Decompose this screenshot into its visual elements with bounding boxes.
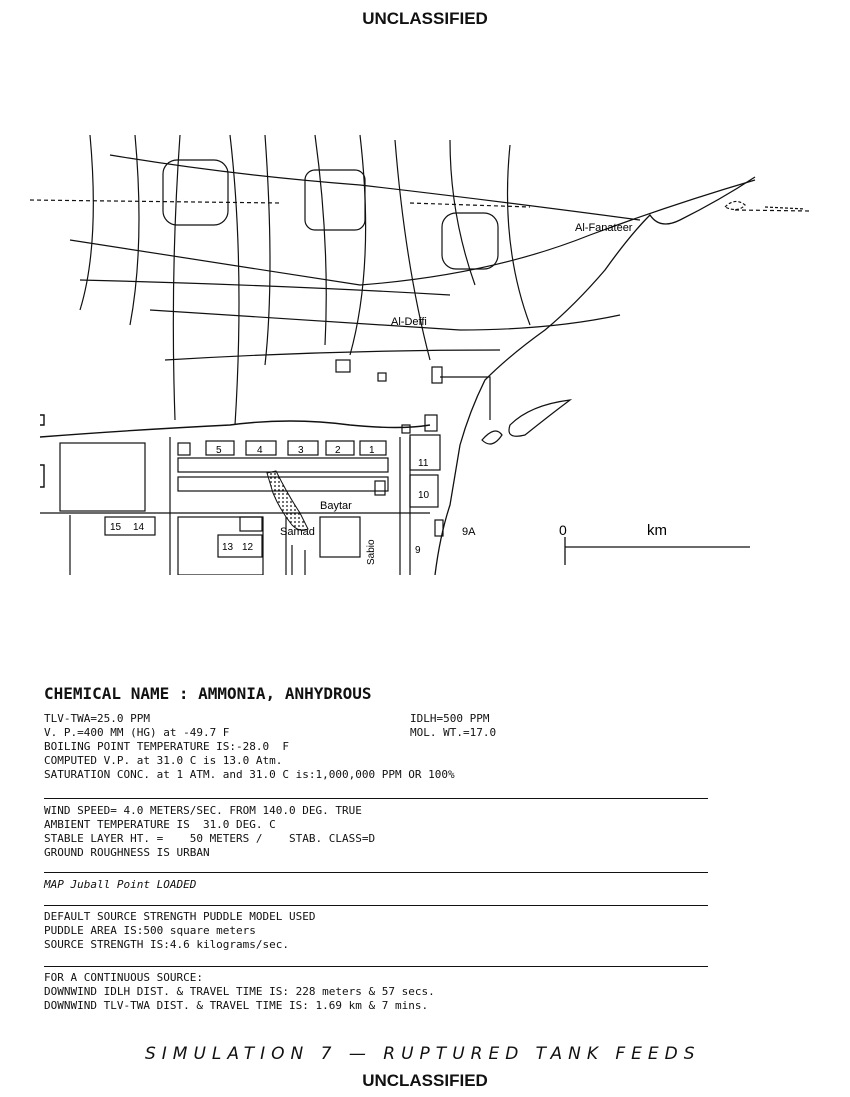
divider [44, 905, 708, 906]
divider [44, 966, 708, 967]
block-number: 3 [298, 445, 304, 456]
ground-roughness-line: GROUND ROUGHNESS IS URBAN [44, 846, 210, 859]
tlv-line: TLV-TWA=25.0 PPM [44, 712, 150, 725]
coastline-east [725, 201, 805, 209]
label-9a: 9A [462, 526, 476, 538]
district-blocks [40, 435, 443, 575]
island [509, 400, 570, 436]
block-number: 9 [415, 545, 421, 556]
idlh-distance-line: DOWNWIND IDLH DIST. & TRAVEL TIME IS: 228 meters & 57 secs. [44, 985, 435, 998]
classification-bottom: UNCLASSIFIED [362, 1071, 488, 1090]
chemical-name: CHEMICAL NAME : AMMONIA, ANHYDROUS [44, 684, 372, 703]
computed-vp-line: COMPUTED V.P. at 31.0 C is 13.0 Atm. [44, 754, 283, 767]
map-edge-bracket [40, 415, 44, 425]
block-number: 2 [335, 445, 341, 456]
molecular-weight-line: MOL. WT.=17.0 [410, 726, 497, 739]
block-number: 10 [418, 490, 430, 501]
wind-line: WIND SPEED= 4.0 METERS/SEC. FROM 140.0 DEG. TRUE [44, 804, 362, 817]
divider [44, 872, 708, 873]
source-model-line: DEFAULT SOURCE STRENGTH PUDDLE MODEL USED [44, 910, 316, 923]
puddle-area-line: PUDDLE AREA IS:500 square meters [44, 924, 256, 937]
label-al-fanateer: Al-Fanateer [575, 222, 633, 234]
label-sabio: Sabio [366, 539, 377, 565]
stable-layer-line: STABLE LAYER HT. = 50 METERS / STAB. CLASS=D [44, 832, 376, 845]
block-number: 15 [110, 522, 122, 533]
divider [44, 798, 708, 799]
block-number: 11 [418, 458, 429, 469]
tlv-distance-line: DOWNWIND TLV-TWA DIST. & TRAVEL TIME IS: 1.69 km & 7 mins. [44, 999, 429, 1012]
map-loaded-line: MAP Juball Point LOADED [44, 878, 197, 891]
block-number: 5 [216, 445, 222, 456]
map-edge-bracket [40, 465, 44, 487]
coastline [435, 177, 755, 575]
scale-bar [565, 537, 750, 565]
label-baytar: Baytar [320, 500, 352, 512]
city-map [30, 125, 820, 575]
boiling-point-line: BOILING POINT TEMPERATURE IS:-28.0 F [44, 740, 290, 753]
ambient-temp-line: AMBIENT TEMPERATURE IS 31.0 DEG. C [44, 818, 276, 831]
source-strength-line: SOURCE STRENGTH IS:4.6 kilograms/sec. [44, 938, 290, 951]
island [482, 431, 502, 444]
classification-top: UNCLASSIFIED [362, 9, 488, 28]
handwritten-note: SIMULATION 7 — RUPTURED TANK FEEDS [145, 1044, 701, 1064]
continuous-header: FOR A CONTINUOUS SOURCE: [44, 971, 203, 984]
block-number: 1 [369, 445, 375, 456]
label-samad: Samad [280, 526, 315, 538]
saturation-line: SATURATION CONC. at 1 ATM. and 31.0 C is:1,000,000 PPM OR 100% [44, 768, 455, 781]
vapor-pressure-line: V. P.=400 MM (HG) at -49.7 F [44, 726, 230, 739]
label-al-deffi: Al-Deffi [391, 316, 427, 328]
street-network [30, 135, 810, 433]
block-number: 4 [257, 445, 263, 456]
scale-zero: 0 [559, 522, 567, 538]
plume [267, 471, 308, 530]
scale-unit: km [647, 522, 667, 539]
block-number: 12 [242, 542, 254, 553]
idlh-line: IDLH=500 PPM [410, 712, 490, 725]
block-number: 14 [133, 522, 145, 533]
block-number: 13 [222, 542, 234, 553]
